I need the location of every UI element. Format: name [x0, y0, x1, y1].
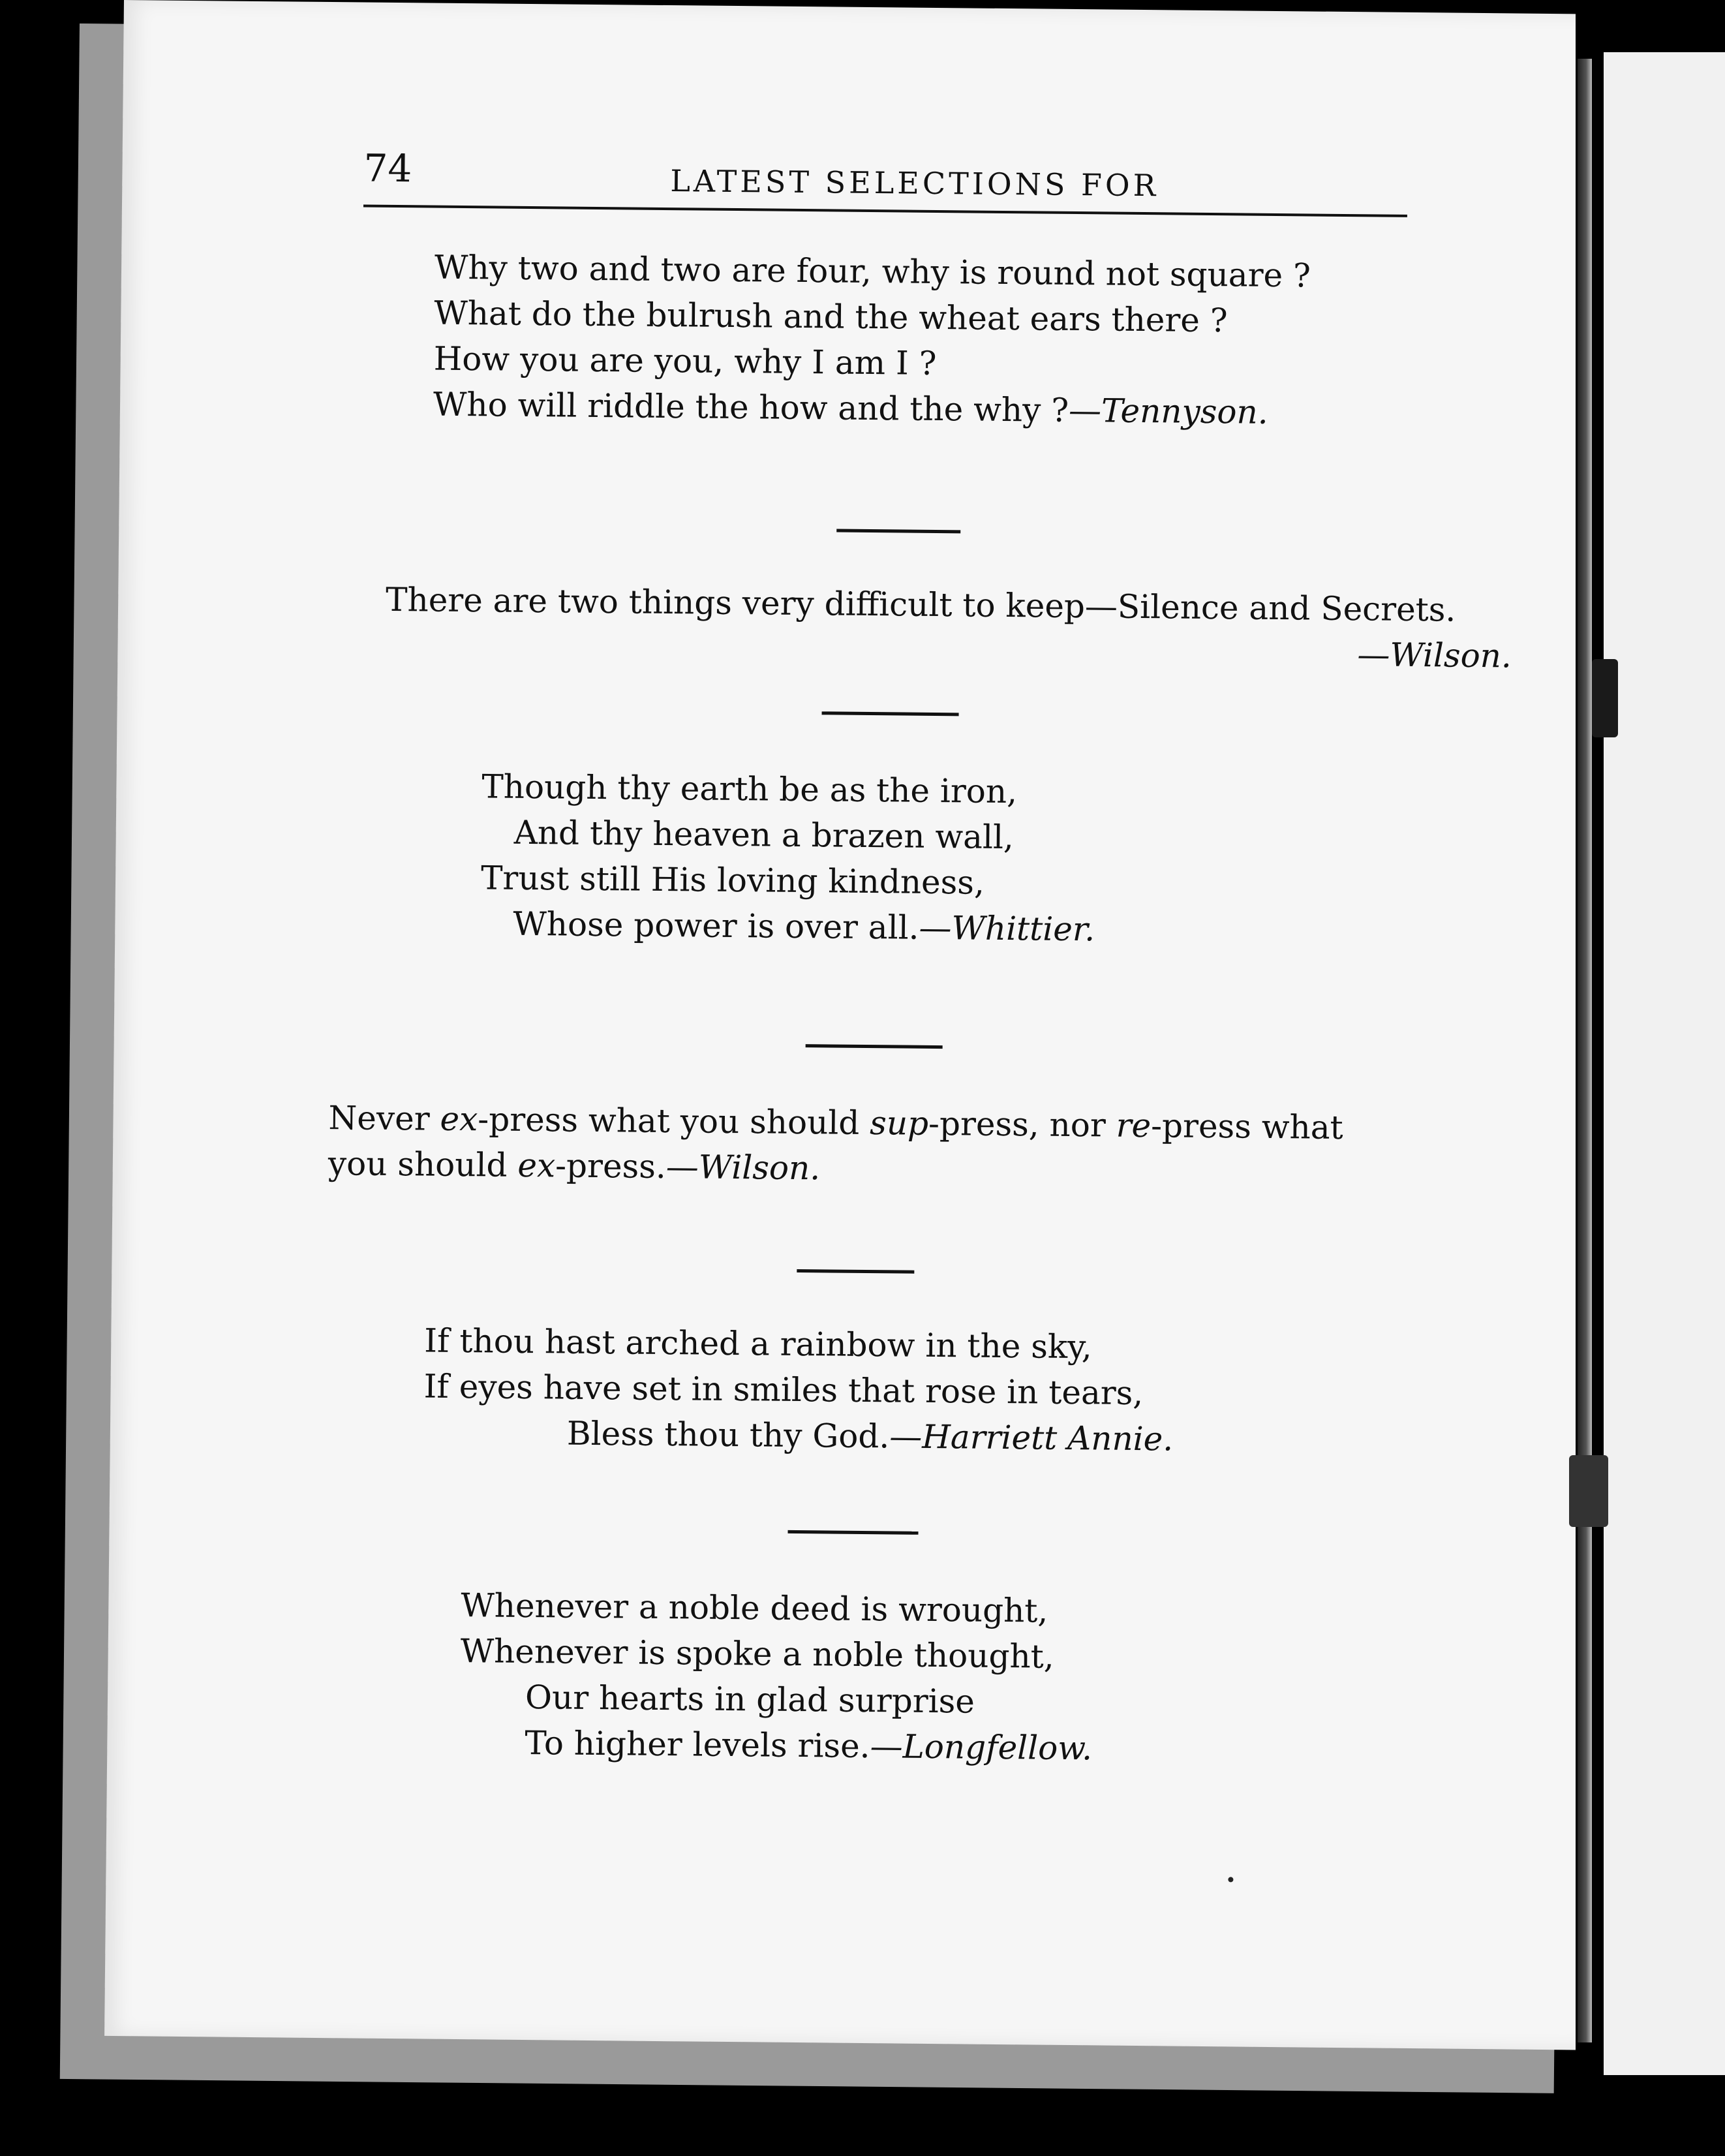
section-divider — [836, 529, 960, 534]
binding-clip-upper — [1592, 659, 1618, 737]
quote-harriett-annie — [423, 1318, 1174, 1462]
verse-text: Whose power is over all. — [513, 904, 919, 947]
section-divider — [822, 711, 959, 716]
binding-clip-lower — [1569, 1455, 1608, 1527]
text-segment: you should — [328, 1145, 518, 1184]
section-divider — [797, 1269, 914, 1274]
attribution: —Whittier. — [919, 908, 1095, 949]
attribution: —Wilson. — [665, 1148, 821, 1188]
text-segment: ex — [517, 1146, 556, 1185]
ink-speck — [1228, 1877, 1233, 1882]
verse-line: If thou hast arched a rainbow in the sky, — [424, 1321, 1092, 1366]
quote-tennyson — [433, 245, 1311, 436]
text-segment: Never — [328, 1099, 440, 1138]
text-segment: -press, nor — [928, 1104, 1116, 1145]
verse-line — [433, 382, 1309, 436]
section-divider — [806, 1044, 943, 1049]
prose-line: There are two things very difficult to keep—Silence and Secrets. — [385, 580, 1456, 629]
text-segment: -press. — [555, 1147, 667, 1186]
attribution: —Longfellow. — [870, 1727, 1093, 1768]
header-rule — [363, 205, 1407, 217]
page-number: 74 — [363, 146, 412, 191]
running-head — [122, 124, 1597, 217]
verse-line: How you are you, why I am I ? — [433, 339, 937, 382]
verse-line: If eyes have set in smiles that rose in tears, — [423, 1367, 1144, 1413]
text-segment: re — [1116, 1106, 1152, 1145]
quote-longfellow — [459, 1582, 1093, 1771]
quote-wilson-silence — [385, 577, 1512, 679]
verse-line — [459, 1719, 1092, 1771]
verse-line: Whenever a noble deed is wrought, — [461, 1586, 1048, 1630]
verse-text: Who will riddle the how and the why ? — [433, 385, 1069, 429]
text-segment: -press what — [1150, 1107, 1343, 1147]
book-page — [104, 0, 1598, 2050]
verse-line — [480, 901, 1095, 952]
verse-line: Though thy earth be as the iron, — [481, 767, 1018, 811]
verse-text: Bless thou thy God. — [566, 1414, 890, 1456]
verse-line — [423, 1409, 1174, 1462]
attribution: —Harriett Annie. — [889, 1417, 1174, 1458]
prose-line — [328, 1141, 1343, 1196]
quote-whittier — [480, 763, 1096, 952]
text-segment: ex — [440, 1100, 478, 1139]
attribution: —Wilson. — [1357, 636, 1512, 675]
facing-page-edge — [1604, 52, 1725, 2075]
attribution: —Tennyson. — [1068, 391, 1268, 431]
running-title: LATEST SELECTIONS FOR — [670, 163, 1159, 204]
binding-shadow — [1578, 59, 1592, 2042]
verse-line: What do the bulrush and the wheat ears there ? — [434, 294, 1228, 340]
text-segment: sup — [869, 1104, 929, 1143]
verse-line: Whenever is spoke a noble thought, — [460, 1632, 1054, 1676]
verse-line: Our hearts in glad surprise — [525, 1678, 975, 1721]
quote-wilson-express — [328, 1095, 1343, 1196]
verse-line: And thy heaven a brazen wall, — [513, 813, 1015, 857]
verse-text: To higher levels rise. — [525, 1724, 870, 1766]
section-divider — [787, 1530, 918, 1535]
verse-line: Trust still His loving kindness, — [480, 859, 985, 902]
verse-line: Why two and two are four, why is round not square ? — [434, 248, 1311, 295]
text-segment: -press what you should — [478, 1100, 870, 1143]
